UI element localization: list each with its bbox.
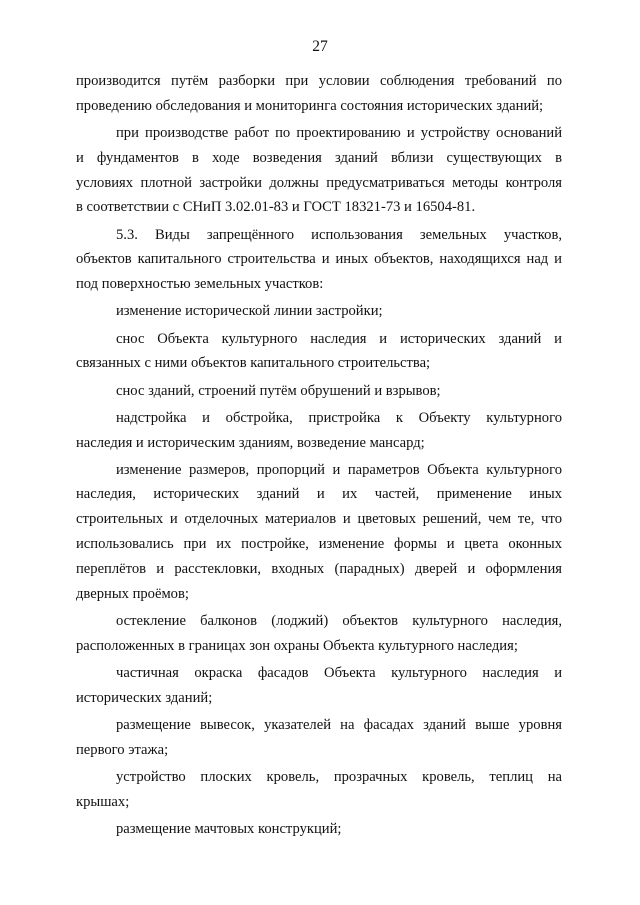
text-line: использовались при их постройке, изменение формы и цвета оконных (76, 536, 562, 553)
text-line: изменение исторической линии застройки; (116, 303, 383, 320)
text-line: условиях плотной застройки должны предусматриваться методы контроля (76, 174, 562, 191)
text-line: наследия и историческим зданиям, возведение мансард; (76, 434, 425, 451)
list-item (76, 458, 562, 607)
list-item (76, 817, 562, 842)
text-line: дверных проёмов; (76, 585, 189, 602)
text-line: в соответствии с СНиП 3.02.01-83 и ГОСТ 18321-73 и 16504-81. (76, 199, 476, 216)
text-line: снос зданий, строений путём обрушений и взрывов; (116, 382, 441, 399)
text-line: 5.3. Виды запрещённого использования земельных участков, (116, 226, 562, 243)
list-item (76, 661, 562, 711)
text-line: первого этажа; (76, 741, 169, 758)
text-line: размещение мачтовых конструкций; (116, 820, 342, 837)
list-item (76, 765, 562, 815)
text-line: под поверхностью земельных участков: (76, 276, 324, 293)
text-line: и фундаментов в ходе возведения зданий вблизи существующих в (76, 149, 562, 166)
list-item (76, 713, 562, 763)
document-body (76, 69, 562, 844)
text-line: размещение вывесок, указателей на фасадах зданий выше уровня (116, 716, 562, 733)
list-item (76, 379, 562, 404)
paragraph-foundation-control (76, 121, 562, 220)
page-number: 27 (312, 38, 328, 55)
text-line: наследия, исторических зданий и их частей, применение иных (76, 486, 562, 503)
list-item (76, 327, 562, 377)
text-line: расположенных в границах зон охраны Объекта культурного наследия; (76, 637, 518, 654)
list-item (76, 299, 562, 324)
text-line: производится путём разборки при условии соблюдения требований по (76, 73, 562, 89)
text-line: строительных и отделочных материалов и цветовых решений, чем те, что (76, 511, 562, 528)
list-item (76, 406, 562, 456)
text-line: проведению обследования и мониторинга состояния исторических зданий; (76, 97, 544, 114)
text-line: объектов капитального строительства и иных объектов, находящихся над и (76, 251, 562, 268)
list-item (76, 609, 562, 659)
text-line: устройство плоских кровель, прозрачных кровель, теплиц на (116, 768, 562, 785)
text-line: надстройка и обстройка, пристройка к Объекту культурного (116, 409, 562, 426)
text-line: исторических зданий; (76, 689, 213, 706)
text-line: изменение размеров, пропорций и параметров Объекта культурного (116, 461, 562, 478)
text-line: снос Объекта культурного наследия и исторических зданий и (116, 330, 562, 347)
paragraph-section-5-3 (76, 223, 562, 297)
text-line: частичная окраска фасадов Объекта культурного наследия и (116, 664, 562, 681)
text-line: связанных с ними объектов капитального строительства; (76, 355, 431, 372)
text-line: переплётов и расстекловки, входных (парадных) дверей и оформления (76, 560, 562, 577)
text-line: остекление балконов (лоджий) объектов культурного наследия, (116, 612, 562, 629)
paragraph-continuation (76, 69, 562, 119)
text-line: при производстве работ по проектированию и устройству оснований (116, 124, 562, 141)
text-line: крышах; (76, 793, 130, 810)
